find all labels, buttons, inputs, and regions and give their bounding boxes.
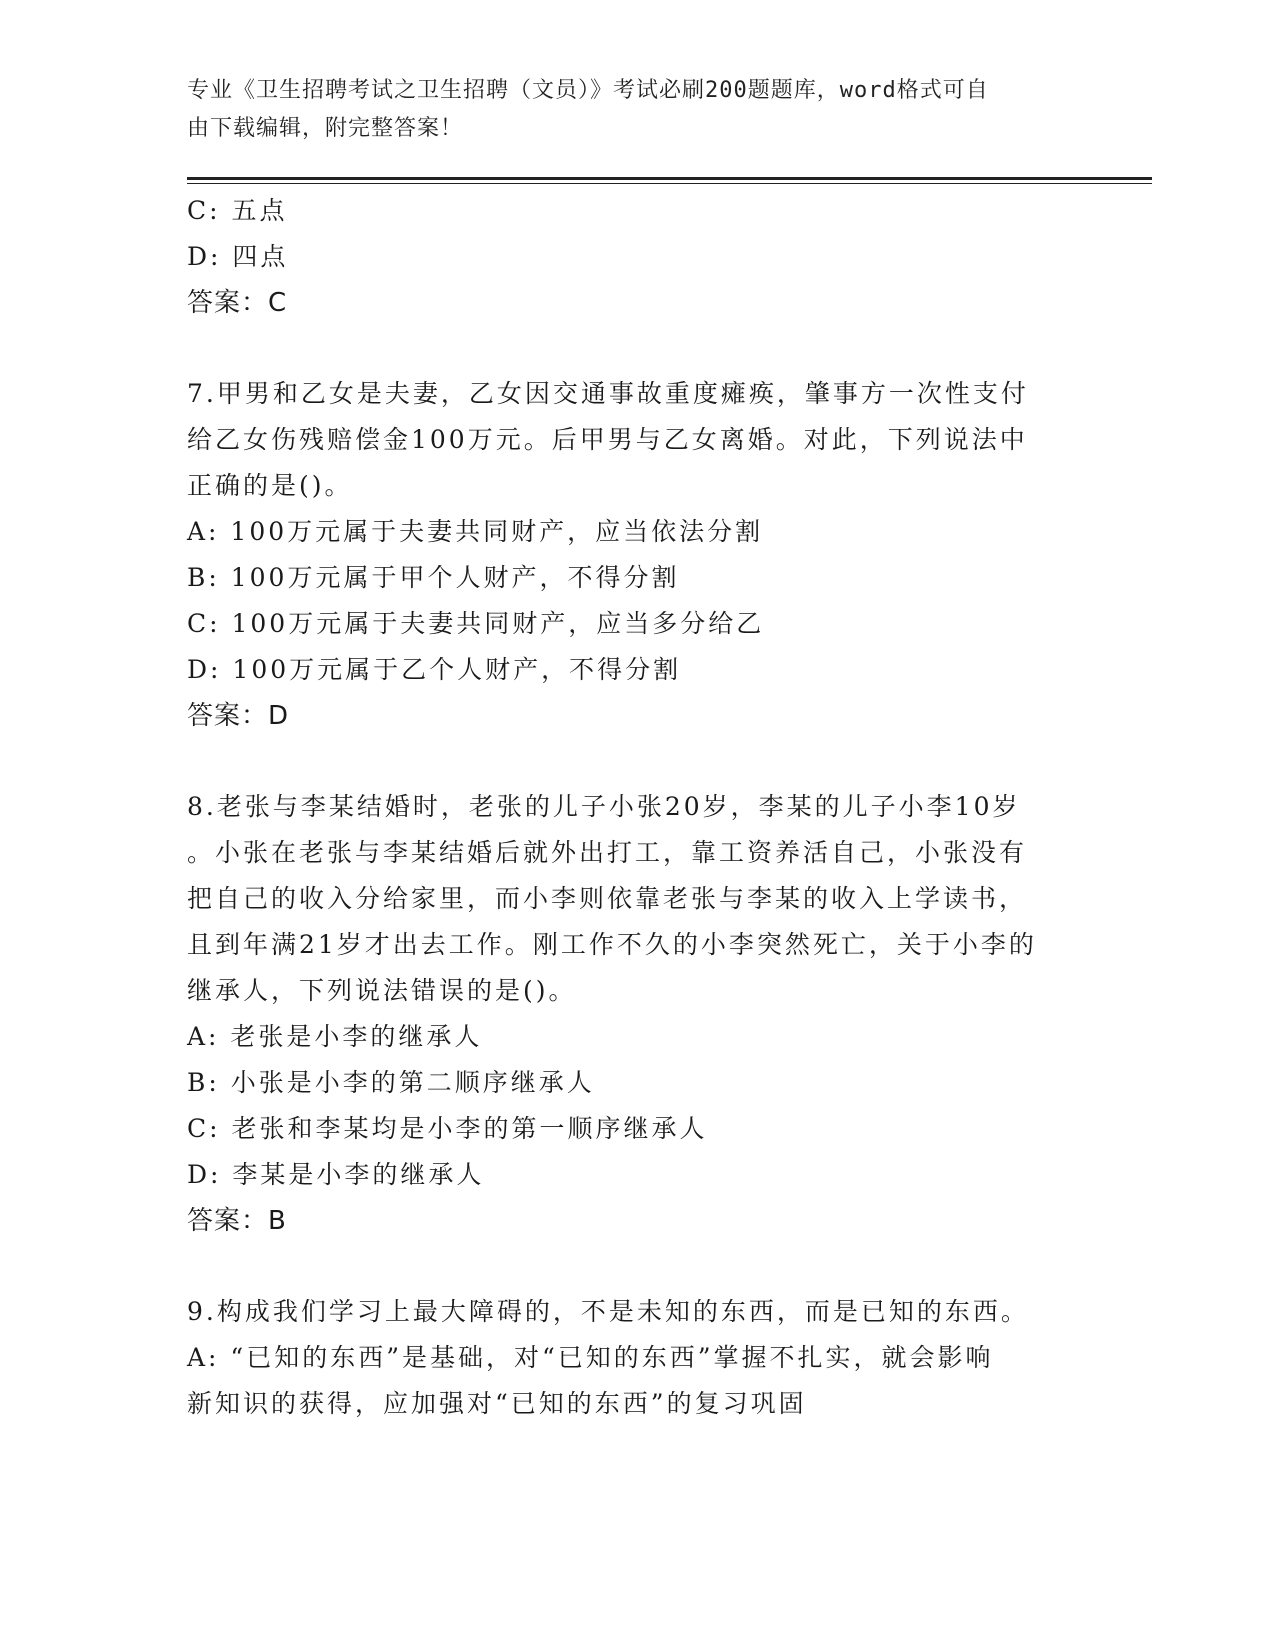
question-7	[187, 371, 1087, 739]
question-stem-line: 。小张在老张与李某结婚后就外出打工，靠工资养活自己，小张没有	[187, 838, 1028, 867]
question-stem-line: 给乙女伤残赔偿金100万元。后甲男与乙女离婚。对此，下列说法中	[187, 425, 1028, 454]
option-a-continued: 新知识的获得，应加强对“已知的东西”的复习巩固	[187, 1389, 807, 1418]
document-body	[187, 188, 1087, 1427]
option-a: A: 老张是小李的继承人	[187, 1022, 483, 1051]
option-d: D: 李某是小李的继承人	[187, 1160, 485, 1189]
question-8	[187, 784, 1087, 1244]
option-c: C: 100万元属于夫妻共同财产，应当多分给乙	[187, 609, 765, 638]
document-header	[187, 72, 1067, 148]
option-a: A: “已知的东西”是基础，对“已知的东西”掌握不扎实，就会影响	[187, 1343, 994, 1372]
question-stem-line: 7.甲男和乙女是夫妻，乙女因交通事故重度瘫痪，肇事方一次性支付	[187, 379, 1029, 408]
spacer	[187, 739, 1087, 784]
answer-line: 答案：B	[187, 1206, 287, 1236]
answer-line: 答案：D	[187, 701, 290, 731]
option-c: C: 老张和李某均是小李的第一顺序继承人	[187, 1114, 708, 1143]
spacer	[187, 326, 1087, 371]
option-d: D: 100万元属于乙个人财产，不得分割	[187, 655, 682, 684]
question-stem-line: 9.构成我们学习上最大障碍的，不是未知的东西，而是已知的东西。	[187, 1297, 1029, 1326]
question-stem-line: 继承人，下列说法错误的是()。	[187, 976, 577, 1005]
option-d: D: 四点	[187, 242, 289, 271]
question-stem-line: 且到年满21岁才出去工作。刚工作不久的小李突然死亡，关于小李的	[187, 930, 1037, 959]
question-stem-line: 8.老张与李某结婚时，老张的儿子小张20岁，李某的儿子小李10岁	[187, 792, 1021, 821]
question-stem-line: 正确的是()。	[187, 471, 353, 500]
option-c: C: 五点	[187, 196, 288, 225]
option-b: B: 100万元属于甲个人财产，不得分割	[187, 563, 680, 592]
header-line-2: 由下载编辑，附完整答案！	[187, 116, 464, 141]
question-stem-line: 把自己的收入分给家里，而小李则依靠老张与李某的收入上学读书，	[187, 884, 1028, 913]
header-rule-thin	[187, 183, 1152, 184]
answer-line: 答案：C	[187, 288, 288, 318]
option-a: A: 100万元属于夫妻共同财产，应当依法分割	[187, 517, 764, 546]
spacer	[187, 1244, 1087, 1289]
header-line-1: 专业《卫生招聘考试之卫生招聘（文员）》考试必刷200题题库，word格式可自	[187, 78, 989, 103]
option-b: B: 小张是小李的第二顺序继承人	[187, 1068, 595, 1097]
header-rule-thick	[187, 177, 1152, 180]
question-9	[187, 1289, 1087, 1427]
prev-question-block	[187, 188, 1087, 326]
